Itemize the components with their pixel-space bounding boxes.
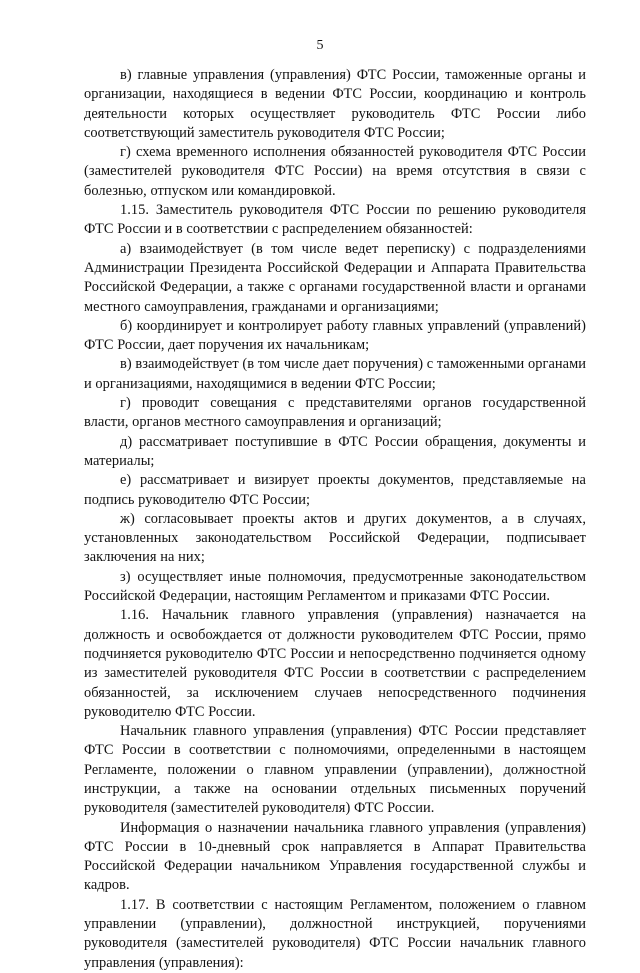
page-number: 5 xyxy=(316,38,324,53)
paragraph-head-represents: Начальник главного управления (управления) ФТС России представляет ФТС России в соответствии с полномочиями, определенными в настоящем Регламенте, положении о главном управлении (управлении), должностной инструкции, а также на основании отдельных письменных поручений руководителя (заместителей руководителя) ФТС России. xyxy=(84,723,586,817)
paragraph-a-interacts: а) взаимодействует (в том числе ведет переписку) с подразделениями Администрации Президента Российской Федерации и Аппарата Правительства Российской Федерации, а также с органами государственной власти и органами местного самоуправления, гражданами и организациями; xyxy=(84,240,586,315)
paragraph-g-meetings: г) проводит совещания с представителями органов государственной власти, органов местного самоуправления и организаций; xyxy=(84,395,586,431)
paragraph-1-17: 1.17. В соответствии с настоящим Регламентом, положением о главном управлении (управлении), должностной инструкцией, поручениями руководителя (заместителей руководителя) ФТС России начальник главного управления (управления): xyxy=(84,896,586,971)
paragraph-appointment-info: Информация о назначении начальника главного управления (управления) ФТС России в 10-дневный срок направляется в Аппарат Правительства Российской Федерации начальником Управления государственной службы и кадров. xyxy=(84,819,586,894)
paragraph-v-main-departments: в) главные управления (управления) ФТС России, таможенные органы и организации, находящиеся в ведении ФТС России, координацию и контроль деятельности которых осуществляет руководитель ФТС России либо соответствующий заместитель руководителя ФТС России; xyxy=(84,67,586,141)
document-body xyxy=(84,66,586,973)
paragraph-b-coordinates: б) координирует и контролирует работу главных управлений (управлений) ФТС России, дает поручения их начальникам; xyxy=(84,317,586,354)
paragraph-zh-approves: ж) согласовывает проекты актов и других документов, а в случаях, установленных законодательством Российской Федерации, подписывает заключения на них; xyxy=(84,510,586,566)
paragraph-v-interacts: в) взаимодействует (в том числе дает поручения) с таможенными органами и организациями, находящимися в ведении ФТС России; xyxy=(84,356,586,392)
paragraph-1-15: 1.15. Заместитель руководителя ФТС России по решению руководителя ФТС России и в соответствии с распределением обязанностей: xyxy=(84,202,586,238)
paragraph-1-16: 1.16. Начальник главного управления (управления) назначается на должность и освобождается от должности руководителем ФТС России, прямо подчиняется руководителю ФТС России и непосредственно подчиняется одному из заместителей руководителя ФТС России в соответствии с распределением обязанностей, за исключением случаев непосредственного подчинения руководителю ФТС России. xyxy=(84,607,586,720)
paragraph-e-endorses: е) рассматривает и визирует проекты документов, представляемые на подпись руководителю ФТС России; xyxy=(84,472,586,508)
paragraph-d-reviews: д) рассматривает поступившие в ФТС России обращения, документы и материалы; xyxy=(84,433,586,469)
paragraph-g-temporary-duties: г) схема временного исполнения обязанностей руководителя ФТС России (заместителей руководителя ФТС России) на время отсутствия в связи с болезнью, отпуском или командировкой. xyxy=(84,144,586,199)
paragraph-z-other-powers: з) осуществляет иные полномочия, предусмотренные законодательством Российской Федерации, настоящим Регламентом и приказами ФТС России. xyxy=(84,568,586,605)
